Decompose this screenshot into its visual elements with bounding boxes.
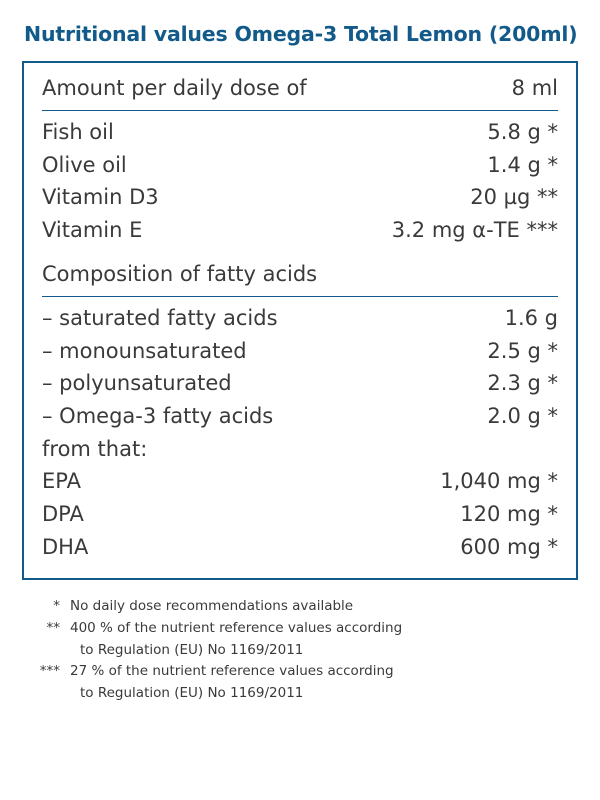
table-row — [42, 182, 558, 215]
table-row — [42, 150, 558, 183]
nutrition-panel — [22, 61, 578, 581]
row-label: Vitamin D3 — [42, 185, 159, 210]
footnote-marker: * — [53, 598, 60, 615]
table-row — [42, 297, 558, 336]
row-label: – Omega-3 fatty acids — [42, 404, 274, 429]
row-label: – saturated fatty acids — [42, 306, 278, 331]
footnote-item — [28, 596, 578, 617]
table-row — [42, 111, 558, 150]
row-value: 1.4 g * — [487, 152, 558, 177]
row-value: 120 mg * — [460, 501, 558, 526]
row-label: – polyunsaturated — [42, 371, 232, 396]
row-value: 600 mg * — [460, 534, 558, 559]
table-row — [42, 434, 558, 467]
footnote-marker: *** — [39, 662, 60, 679]
header-value: 8 ml — [364, 73, 558, 111]
footnote-item — [28, 618, 578, 639]
row-label: Vitamin E — [42, 218, 143, 243]
row-value: 5.8 g * — [487, 120, 558, 145]
row-label: Fish oil — [42, 120, 114, 145]
table-row — [42, 401, 558, 434]
section-value — [364, 248, 558, 297]
row-label: – monounsaturated — [42, 338, 247, 363]
section-label: Composition of fatty acids — [42, 248, 364, 297]
section-header-row — [42, 248, 558, 297]
footnote-marker: ** — [46, 620, 60, 637]
page-title: Nutritional values Omega-3 Total Lemon (200ml) — [24, 22, 578, 46]
row-label: DHA — [42, 534, 89, 559]
row-value: 3.2 mg α-TE *** — [391, 218, 558, 243]
footnote-text: 400 % of the nutrient reference values according — [70, 620, 403, 637]
table-row — [42, 215, 558, 248]
row-label: from that: — [42, 436, 148, 461]
row-label: Olive oil — [42, 152, 127, 177]
header-label: Amount per daily dose of — [42, 73, 364, 111]
footnote-continuation: to Regulation (EU) No 1169/2011 — [80, 684, 304, 701]
row-value: 2.3 g * — [487, 371, 558, 396]
footnotes — [28, 596, 578, 704]
row-value: 1,040 mg * — [440, 469, 558, 494]
row-value: 1.6 g — [504, 306, 558, 331]
nutrition-table — [42, 73, 558, 565]
footnote-text: 27 % of the nutrient reference values according — [70, 662, 394, 679]
footnote-continuation: to Regulation (EU) No 1169/2011 — [80, 641, 304, 658]
row-label: EPA — [42, 469, 81, 494]
table-row — [42, 499, 558, 532]
table-row — [42, 336, 558, 369]
row-value: 20 µg ** — [470, 185, 558, 210]
footnote-item — [28, 661, 578, 682]
footnote-text: No daily dose recommendations available — [70, 598, 354, 615]
table-row — [42, 368, 558, 401]
table-row — [42, 532, 558, 565]
row-value — [364, 434, 558, 467]
row-value: 2.5 g * — [487, 338, 558, 363]
table-row — [42, 466, 558, 499]
row-value: 2.0 g * — [487, 404, 558, 429]
row-label: DPA — [42, 501, 84, 526]
table-header-row — [42, 73, 558, 111]
